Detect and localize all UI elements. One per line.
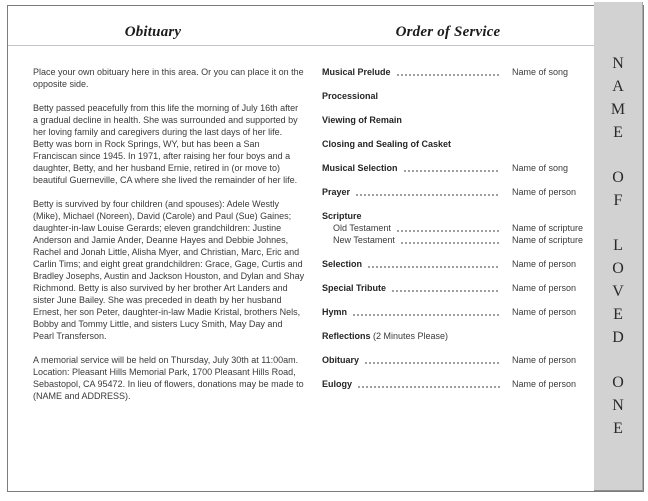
service-item [322, 162, 598, 174]
obituary-paragraph: Betty is survived by four children (and spouses): Adele Westly (Mike), Michael (Noreen), David (Carole) and Paul (Sue) Gaines; daughter-in-law Louise Gerards; eleven grandchildren: Justine Anderson and Jamie Ander, Deanne Hayes and Debbie Johnes, Rachel and Jonah Little, Alisha Myer, and Christian, Marc, Eric and Carlin Tims; and eight great grandchildren: Grace, Gage, Curtis and Bradley Josephs, Austin and Jackson Houston, and Dylan and Shay Richmond. Betty is also survived by her brother Art Landers and sister June Bailey. She was preceded in death by her husband Ernest, her son Peter, daughter-in-law Madie Kristal, brothers Nels, Bobby and Tommy Little, and sisters Lucy Smith, May Day and Pearl Transferson. [33, 199, 305, 341]
loved-one-name-band [594, 2, 643, 491]
service-label: Selection [322, 259, 363, 269]
order-of-service-list [322, 66, 598, 402]
sidebar-letter: M [610, 101, 626, 118]
dotted-leader [353, 306, 500, 318]
service-label: Reflections [322, 331, 371, 341]
sidebar-letter: V [612, 283, 624, 300]
obituary-paragraph: Betty passed peacefully from this life the morning of July 16th after a gradual decline in health. She was surrounded and supported by her loving family and caregivers during the last days of her life. Betty was born in Rock Springs, WY, but has been a San Franciscan since 1945. In 1971, after raising her four boys and a daughter, Betty, and her husband Ernie, retired in (or move to) beautiful Guerneville, CA where she lived the remainder of her life. [33, 103, 299, 185]
service-value: Name of song [512, 163, 569, 173]
service-label: Scripture [322, 211, 362, 221]
sidebar-letter: O [612, 374, 624, 391]
service-value: Name of person [512, 379, 577, 389]
service-label-note: (2 Minutes Please) [370, 331, 449, 341]
service-label: Special Tribute [322, 283, 387, 293]
service-value: Name of scripture [512, 235, 584, 245]
service-item [322, 282, 598, 294]
service-value: Name of person [512, 307, 577, 317]
sidebar-letter: N [612, 55, 624, 72]
sidebar-letter: E [613, 124, 623, 141]
sidebar-letter: O [612, 260, 624, 277]
sidebar-word [612, 371, 624, 440]
sidebar-letter: E [613, 420, 623, 437]
obituary-text [33, 66, 305, 414]
dotted-leader [368, 258, 500, 270]
service-label: Musical Prelude [322, 67, 391, 77]
header-divider [8, 45, 594, 46]
sidebar-word [612, 166, 624, 212]
dotted-leader [356, 186, 500, 198]
sidebar-letter: A [612, 78, 624, 95]
service-item [322, 186, 598, 198]
service-item [322, 114, 598, 126]
service-item [322, 306, 598, 318]
service-value: Name of person [512, 259, 577, 269]
sidebar-word [611, 52, 625, 144]
service-label: Old Testament [333, 223, 391, 233]
service-value: Name of song [512, 67, 569, 77]
service-item [322, 210, 598, 222]
service-item [322, 66, 598, 78]
obituary-header: Obituary [124, 24, 182, 40]
service-item [322, 330, 598, 342]
obituary-paragraph: A memorial service will be held on Thursday, July 30th at 11:00am. Location: Pleasant Hills Memorial Park, 1700 Pleasant Hills Road, Sebastopol, CA 95472. In lieu of flowers, donations may be made to (NAME and ADDRESS). [33, 355, 304, 401]
service-value: Name of person [512, 187, 577, 197]
dotted-leader [404, 162, 500, 174]
service-group [322, 210, 598, 246]
service-sub-item [322, 222, 598, 234]
dotted-leader [392, 282, 500, 294]
service-label: Processional [322, 91, 379, 101]
sidebar-letter: D [612, 329, 624, 346]
service-sub-item [322, 234, 598, 246]
dotted-leader [365, 354, 500, 366]
service-label: New Testament [333, 235, 395, 245]
service-label: Musical Selection [322, 163, 398, 173]
dotted-leader [358, 378, 500, 390]
sidebar-letters [611, 41, 625, 451]
dotted-leader [401, 234, 500, 246]
service-value: Name of person [512, 355, 577, 365]
service-item [322, 258, 598, 270]
dotted-leader [397, 66, 500, 78]
dotted-leader [397, 222, 500, 234]
sidebar-letter: E [613, 306, 623, 323]
service-label: Viewing of Remain [322, 115, 402, 125]
service-item [322, 90, 598, 102]
service-label: Closing and Sealing of Casket [322, 139, 452, 149]
service-item [322, 354, 598, 366]
service-item [322, 138, 598, 150]
service-label: Prayer [322, 187, 351, 197]
sidebar-letter: N [612, 397, 624, 414]
service-label: Hymn [322, 307, 348, 317]
sidebar-letter: O [612, 169, 624, 186]
service-label: Eulogy [322, 379, 353, 389]
page-frame [7, 5, 644, 492]
service-value: Name of scripture [512, 223, 584, 233]
service-label: Obituary [322, 355, 360, 365]
obituary-paragraph: Place your own obituary here in this area. Or you can place it on the opposite side. [33, 67, 304, 89]
service-item [322, 378, 598, 390]
sidebar-letter: L [613, 237, 623, 254]
sidebar-letter: F [613, 192, 623, 209]
service-value: Name of person [512, 283, 577, 293]
sidebar-word [612, 234, 624, 349]
order-of-service-header: Order of Service [395, 24, 501, 40]
